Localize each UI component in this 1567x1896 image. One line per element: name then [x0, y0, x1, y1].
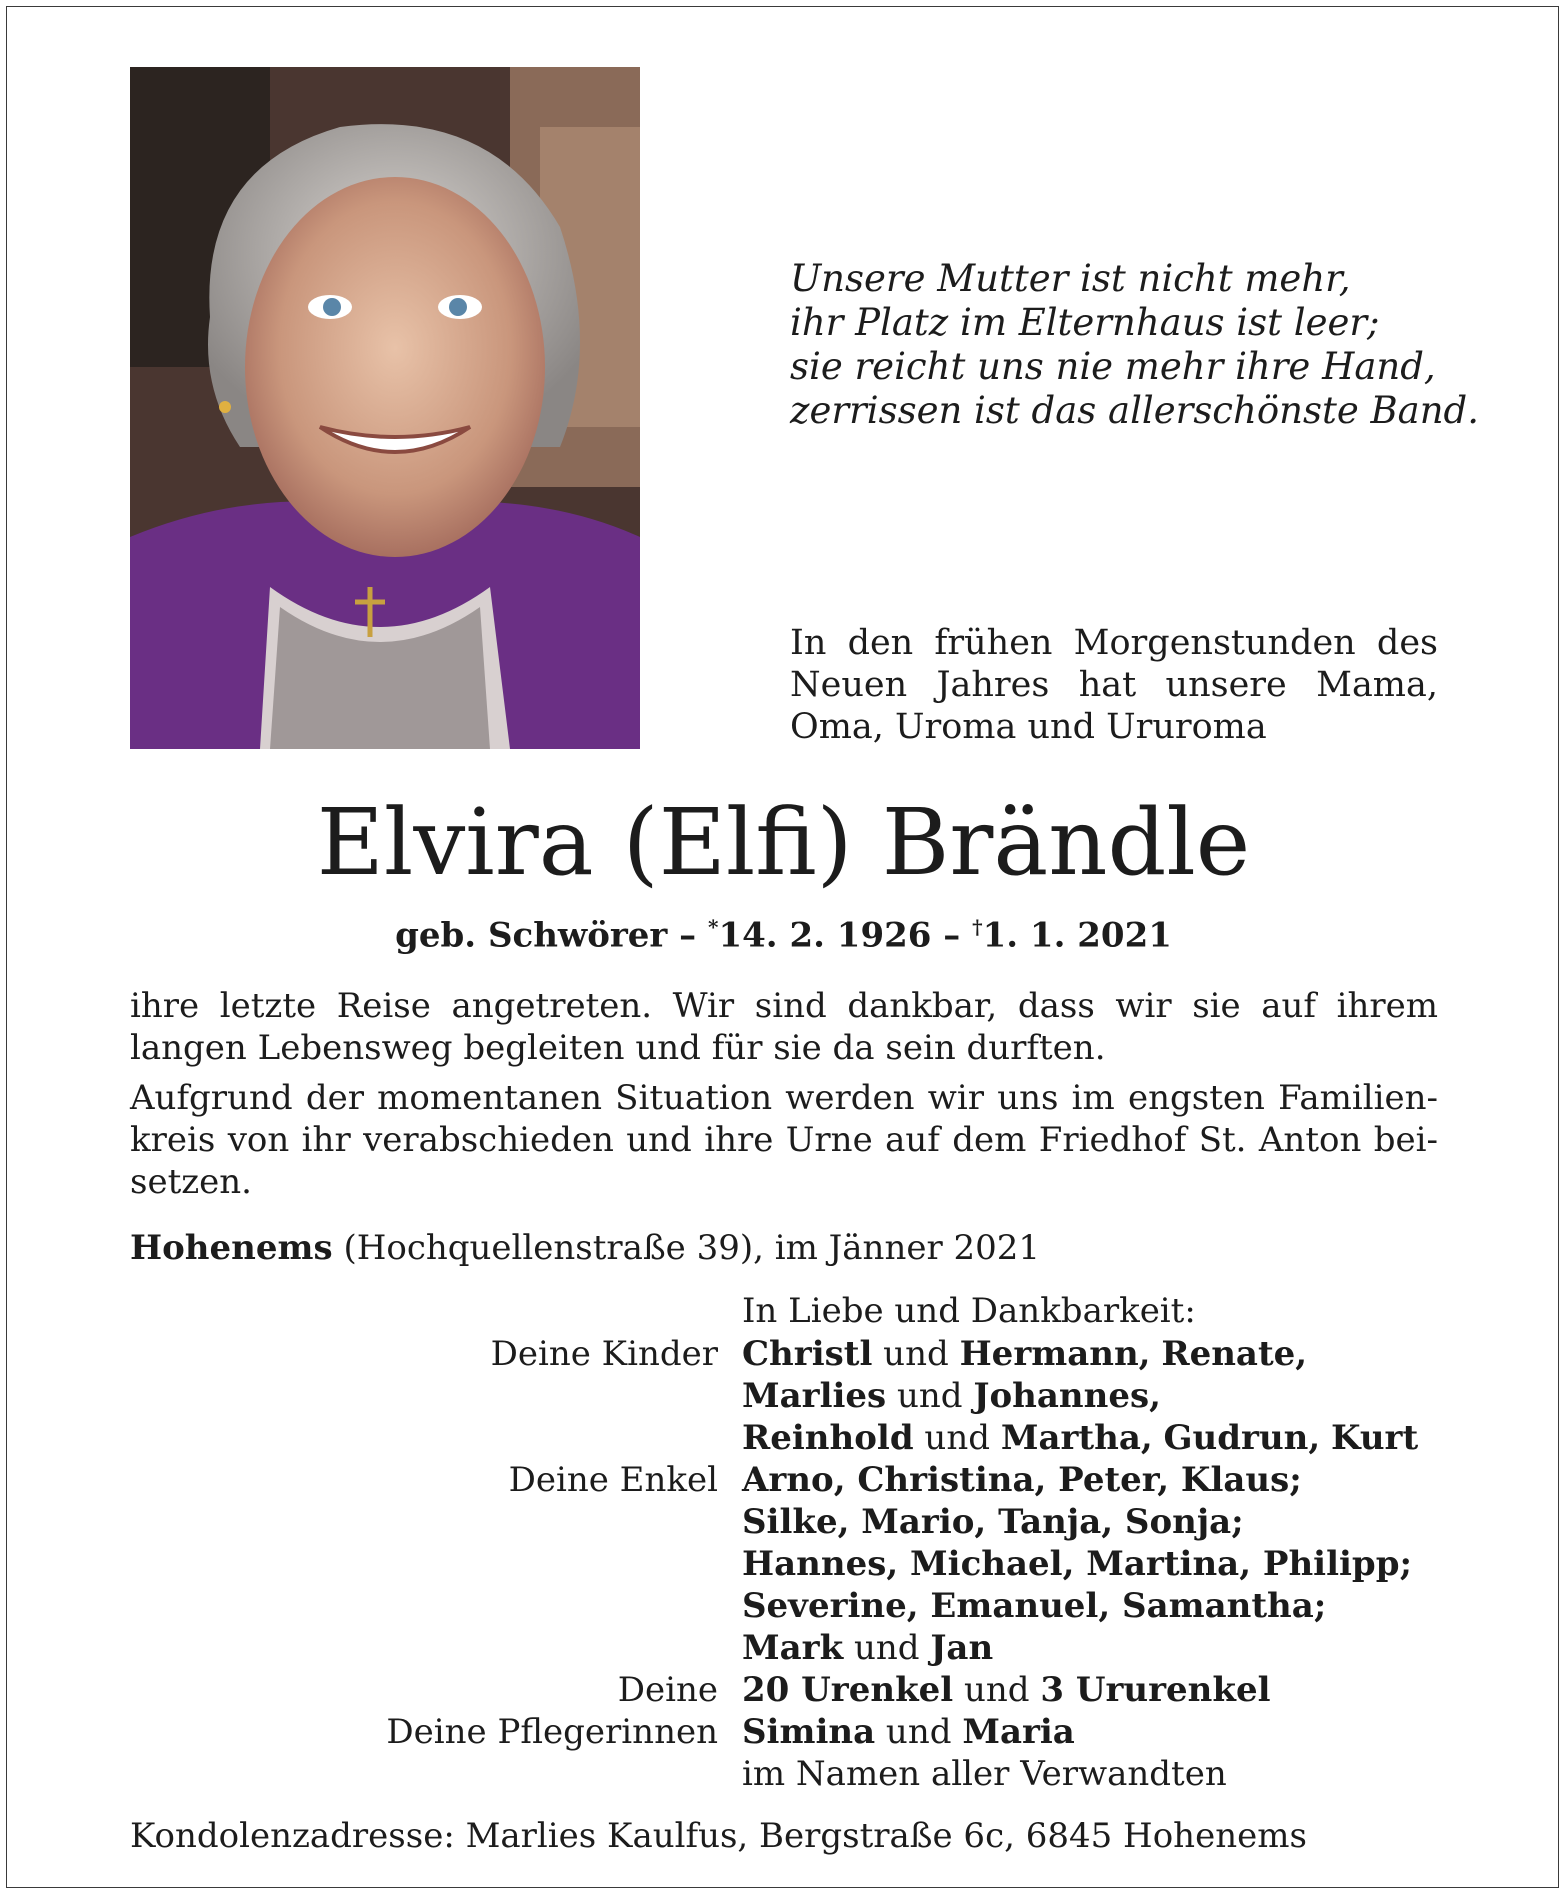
name: 3 Ururenkel — [1040, 1670, 1271, 1710]
closing-line: im Namen aller Verwandten — [742, 1754, 1227, 1794]
body-text — [130, 985, 1438, 1211]
name: Gudrun, — [1163, 1418, 1321, 1458]
label-enkel: Deine Enkel — [508, 1460, 718, 1500]
name: Hermann, — [959, 1334, 1151, 1374]
name: Reinhold — [742, 1418, 914, 1458]
name: Maria — [962, 1712, 1075, 1752]
name: Silke, Mario, Tanja, Sonja; — [742, 1502, 1244, 1542]
poem-line: Unsere Mutter ist nicht mehr, — [790, 257, 1351, 300]
intro-text: In den frühen Morgenstunden des Neuen Jahres hat unsere Mama, Oma, Uroma und Ururoma — [790, 623, 1438, 747]
poem-line: zerrissen ist das allerschönste Band. — [790, 389, 1479, 432]
poem-line: sie reicht uns nie mehr ihre Hand, — [790, 345, 1436, 388]
name: Mark — [742, 1628, 844, 1668]
name: Martha, — [1000, 1418, 1153, 1458]
life-dates — [0, 905, 1567, 957]
deceased-name: Elvira (Elfi) Brändle — [316, 789, 1251, 896]
label-kinder: Deine Kinder — [490, 1334, 718, 1374]
conj: und — [875, 1712, 963, 1752]
name: Arno, Christina, Peter, Klaus; — [742, 1460, 1302, 1500]
name: Johannes, — [973, 1376, 1161, 1416]
space — [1320, 1418, 1331, 1458]
kinder-line — [742, 1417, 1418, 1459]
city: Hohenems — [130, 1228, 333, 1268]
place-date — [130, 1227, 1430, 1269]
conj: und — [843, 1628, 931, 1668]
enkel-line — [742, 1543, 1412, 1585]
name: Kurt — [1331, 1418, 1419, 1458]
paragraph: Aufgrund der momentanen Situation werden wir uns im engsten Familien-kreis von ihr verabschieden und ihre Urne auf dem Friedhof St. Anton bei-setzen. — [130, 1078, 1438, 1202]
conj: und — [872, 1334, 960, 1374]
name: Simina — [742, 1712, 876, 1752]
label-urenkel: Deine — [617, 1670, 718, 1710]
urenkel-line — [742, 1669, 1271, 1711]
pfleger-line — [742, 1711, 1075, 1753]
conj: und — [886, 1376, 974, 1416]
label-pflegerinnen: Deine Pflegerinnen — [386, 1712, 718, 1752]
poem-line: ihr Platz im Elternhaus ist leer; — [790, 301, 1380, 344]
kinder-line — [742, 1333, 1307, 1375]
name: 20 Urenkel — [742, 1670, 954, 1710]
name: Jan — [930, 1628, 994, 1668]
name: Marlies — [742, 1376, 887, 1416]
kinder-line — [742, 1375, 1161, 1417]
address-date: (Hochquellenstraße 39), im Jänner 2021 — [343, 1228, 1041, 1268]
signature-heading: In Liebe und Dankbarkeit: — [742, 1291, 1196, 1331]
paragraph: ihre letzte Reise angetreten. Wir sind dankbar, dass wir sie auf ihrem langen Lebensweg begleiten und für sie da sein durften. — [130, 986, 1438, 1068]
death-date: 1. 1. 2021 — [982, 915, 1172, 956]
poem — [790, 257, 1490, 433]
enkel-line — [742, 1459, 1302, 1501]
condolence-address: Kondolenzadresse: Marlies Kaulfus, Bergstraße 6c, 6845 Hohenems — [130, 1816, 1307, 1856]
death-cross-icon: † — [972, 915, 983, 939]
conj: und — [953, 1670, 1041, 1710]
name: Severine, Emanuel, Samantha; — [742, 1586, 1327, 1626]
space — [1153, 1418, 1164, 1458]
separator: – — [679, 915, 697, 956]
conj: und — [913, 1418, 1001, 1458]
separator: – — [943, 915, 961, 956]
enkel-line — [742, 1501, 1244, 1543]
birth-star-icon: * — [708, 915, 719, 939]
enkel-line — [742, 1627, 993, 1669]
name: Renate, — [1161, 1334, 1308, 1374]
enkel-line — [742, 1585, 1326, 1627]
portrait-photo — [130, 67, 640, 749]
birth-date: 14. 2. 1926 — [718, 915, 932, 956]
name: Christl — [742, 1334, 873, 1374]
space — [1151, 1334, 1162, 1374]
portrait-image — [130, 67, 640, 749]
name: Hannes, Michael, Martina, Philipp; — [742, 1544, 1413, 1584]
maiden-name: geb. Schwörer — [395, 915, 668, 956]
